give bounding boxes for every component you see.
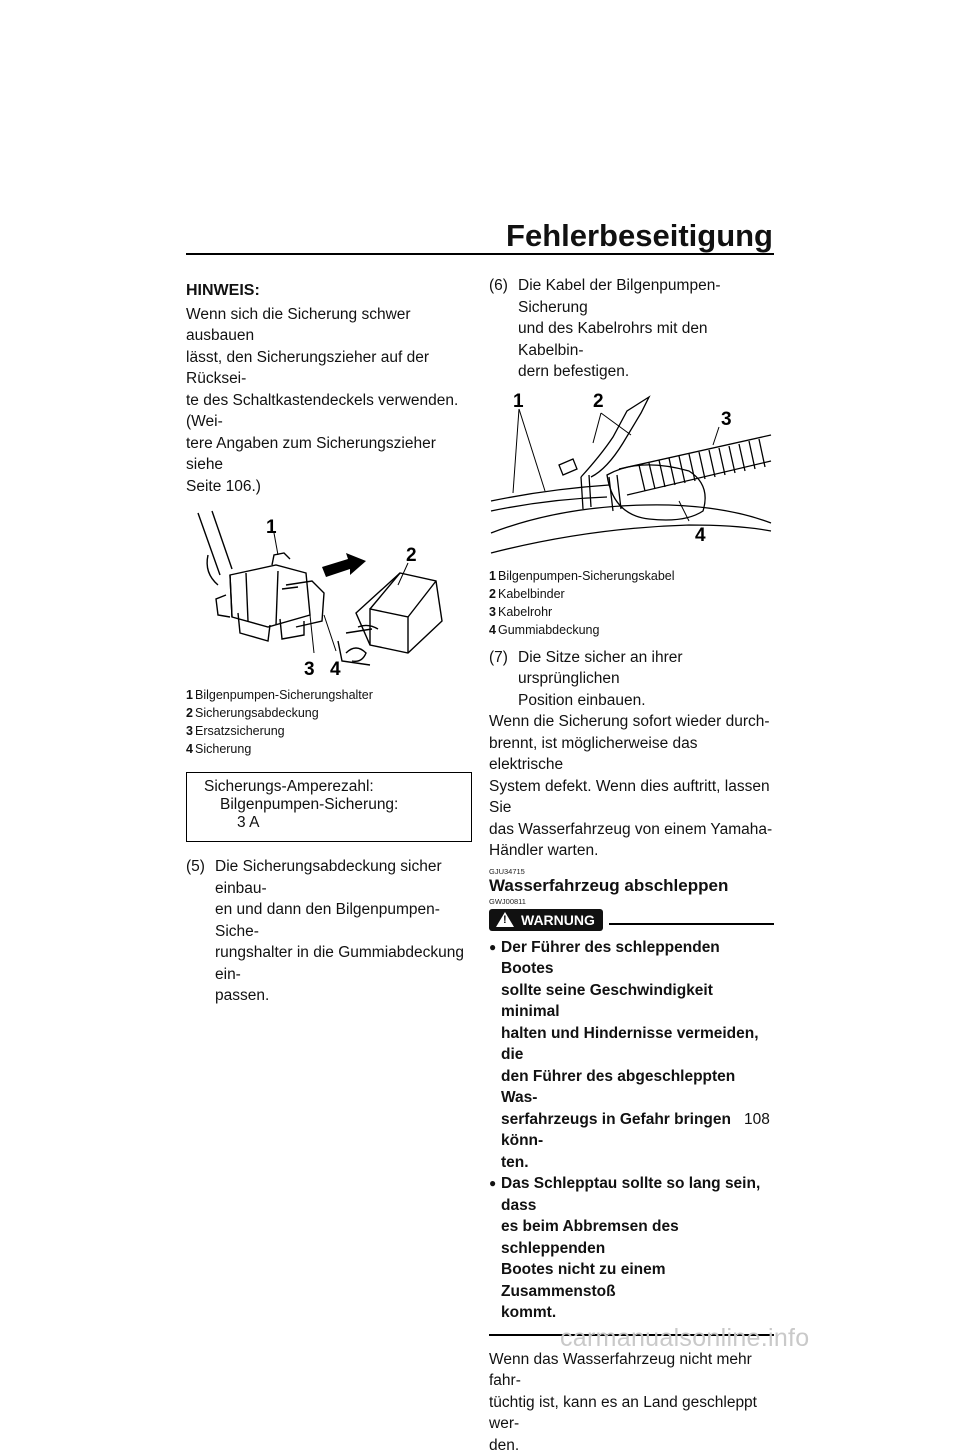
warning-code: GWJ00811 — [489, 898, 774, 906]
figure2-legend — [489, 567, 774, 639]
legend-item — [186, 740, 472, 758]
step-6 — [489, 275, 774, 383]
step-line: rungshalter in die Gummiabdeckung ein- — [215, 942, 472, 985]
legend-num: 3 — [489, 603, 498, 621]
figure1-callout: 4 — [330, 659, 341, 680]
step-line: en und dann den Bilgenpumpen-Siche- — [215, 899, 472, 942]
bullet-icon: ● — [489, 937, 501, 1174]
cable-tie-illustration — [489, 393, 774, 565]
section-code: GJU34715 — [489, 868, 774, 876]
body-line: den. — [489, 1435, 774, 1456]
page-number: 108 — [744, 1111, 770, 1129]
note-line: Wenn sich die Sicherung schwer ausbauen — [186, 304, 472, 347]
note-heading: HINWEIS: — [186, 280, 472, 302]
legend-item — [489, 567, 774, 585]
body-line: brennt, ist möglicherweise das elektrische — [489, 733, 774, 776]
warning-item — [489, 937, 774, 1174]
warning-line: Das Schlepptau sollte so lang sein, dass — [501, 1173, 774, 1216]
legend-text: Bilgenpumpen-Sicherungshalter — [195, 686, 373, 704]
legend-text: Ersatzsicherung — [195, 722, 285, 740]
figure1-callout: 2 — [406, 545, 417, 566]
step-line: und des Kabelrohrs mit den Kabelbin- — [518, 318, 774, 361]
legend-item — [489, 621, 774, 639]
body-line: Händler warten. — [489, 840, 774, 862]
warning-line: Bootes nicht zu einem Zusammenstoß — [501, 1259, 774, 1302]
legend-num: 3 — [186, 722, 195, 740]
title-rule — [186, 253, 774, 255]
figure1-legend — [186, 686, 472, 758]
warning-icon: ! — [496, 912, 514, 927]
body-line: Wenn die Sicherung sofort wieder durch- — [489, 711, 774, 733]
step-line: Position einbauen. — [518, 690, 774, 712]
page-title: Fehlerbeseitigung — [506, 218, 773, 254]
left-column — [186, 280, 472, 1007]
figure1-callout: 3 — [304, 659, 315, 680]
step-7 — [489, 647, 774, 712]
warning-header — [489, 909, 774, 931]
warning-line: ten. — [501, 1152, 774, 1174]
step-5 — [186, 856, 472, 1007]
body-line: Wenn das Wasserfahrzeug nicht mehr fahr- — [489, 1349, 774, 1392]
figure2-callout: 1 — [513, 393, 524, 412]
figure1-callout: 1 — [266, 517, 277, 538]
warning-label: WARNUNG — [521, 909, 595, 931]
fuse-holder-illustration — [186, 503, 472, 684]
section-title: Wasserfahrzeug abschleppen — [489, 876, 774, 896]
step-number: (7) — [489, 647, 518, 712]
warning-line: den Führer des abgeschleppten Was- — [501, 1066, 774, 1109]
legend-text: Sicherung — [195, 740, 251, 758]
body-line: tüchtig ist, kann es an Land geschleppt wer- — [489, 1392, 774, 1435]
legend-num: 2 — [489, 585, 498, 603]
body-line: System defekt. Wenn dies auftritt, lassen Sie — [489, 776, 774, 819]
legend-text: Bilgenpumpen-Sicherungskabel — [498, 567, 675, 585]
legend-item — [186, 686, 472, 704]
legend-num: 1 — [489, 567, 498, 585]
fuse-holder-figure — [186, 503, 472, 684]
legend-item — [186, 704, 472, 722]
figure2-callout: 3 — [721, 409, 732, 430]
legend-text: Sicherungsabdeckung — [195, 704, 319, 722]
note-line: tere Angaben zum Sicherungszieher siehe — [186, 433, 472, 476]
legend-item — [489, 603, 774, 621]
legend-text: Gummiabdeckung — [498, 621, 599, 639]
right-column — [489, 275, 774, 1456]
legend-num: 4 — [489, 621, 498, 639]
spec-line: Bilgenpumpen-Sicherung: — [204, 796, 459, 814]
warning-item — [489, 1173, 774, 1324]
figure2-callout: 2 — [593, 393, 604, 412]
warning-line: serfahrzeugs in Gefahr bringen könn- — [501, 1109, 774, 1152]
warning-list — [489, 937, 774, 1324]
body-line: das Wasserfahrzeug von einem Yamaha- — [489, 819, 774, 841]
warning-badge — [489, 909, 603, 931]
warning-line: halten und Hindernisse vermeiden, die — [501, 1023, 774, 1066]
watermark: carmanualsonline.info — [560, 1324, 810, 1353]
legend-item — [489, 585, 774, 603]
spec-box — [186, 772, 472, 842]
step-line: Die Sicherungsabdeckung sicher einbau- — [215, 856, 472, 899]
step-line: dern befestigen. — [518, 361, 774, 383]
legend-num: 1 — [186, 686, 195, 704]
warning-line: sollte seine Geschwindigkeit minimal — [501, 980, 774, 1023]
step-number: (6) — [489, 275, 518, 383]
cable-tie-figure — [489, 393, 774, 565]
figure2-callout: 4 — [695, 525, 706, 546]
spec-value: 3 A — [204, 814, 459, 832]
step-line: passen. — [215, 985, 472, 1007]
bullet-icon: ● — [489, 1173, 501, 1324]
step-number: (5) — [186, 856, 215, 1007]
warning-rule — [609, 923, 774, 925]
legend-text: Kabelbinder — [498, 585, 565, 603]
warning-line: Der Führer des schleppenden Bootes — [501, 937, 774, 980]
legend-text: Kabelrohr — [498, 603, 552, 621]
note-line: Seite 106.) — [186, 476, 472, 498]
step-line: Die Kabel der Bilgenpumpen-Sicherung — [518, 275, 774, 318]
step-line: Die Sitze sicher an ihrer ursprünglichen — [518, 647, 774, 690]
legend-item — [186, 722, 472, 740]
legend-num: 2 — [186, 704, 195, 722]
legend-num: 4 — [186, 740, 195, 758]
warning-line: kommt. — [501, 1302, 774, 1324]
note-line: te des Schaltkastendeckels verwenden. (Wei- — [186, 390, 472, 433]
spec-line: Sicherungs-Amperezahl: — [204, 778, 459, 796]
note-line: lässt, den Sicherungszieher auf der Rücksei- — [186, 347, 472, 390]
warning-line: es beim Abbremsen des schleppenden — [501, 1216, 774, 1259]
